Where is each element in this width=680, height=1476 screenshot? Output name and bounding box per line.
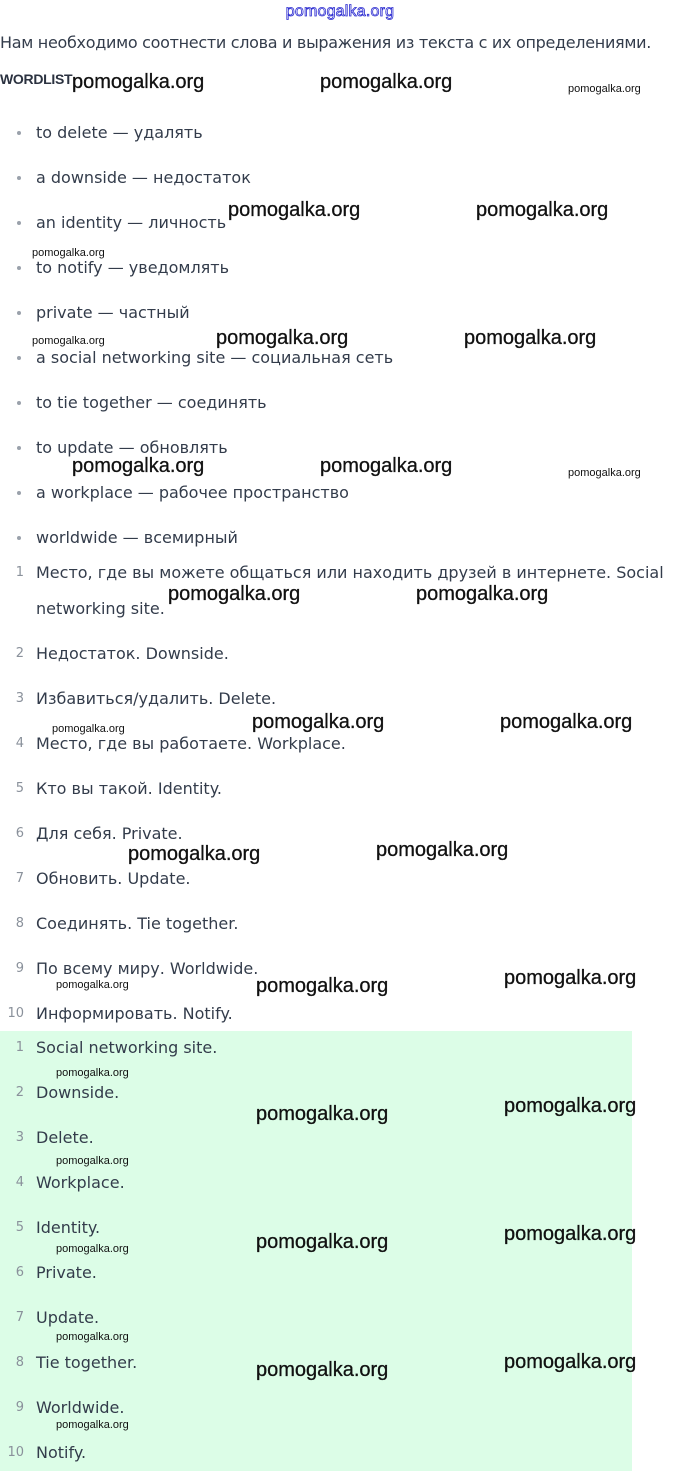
- answer-item: 2 Downside.: [0, 1071, 680, 1116]
- item-number: 10: [7, 1006, 24, 1021]
- watermark: pomogalka.org: [568, 467, 641, 479]
- answer-item: 6 Private.: [0, 1251, 680, 1296]
- definitions-list: [0, 551, 680, 1037]
- watermark: pomogalka.org: [32, 247, 105, 259]
- watermark: pomogalka.org: [72, 71, 205, 93]
- definition-item: 3 Избавиться/удалить. Delete.: [0, 677, 680, 722]
- site-header-logo: pomogalka.org: [285, 3, 395, 20]
- item-number: 1: [15, 565, 24, 580]
- item-number: 4: [15, 736, 24, 751]
- watermark: pomogalka.org: [228, 199, 361, 221]
- bullet-icon: [17, 401, 21, 405]
- definition-item: 1 Место, где вы можете общаться или находить друзей в интернете. Social networking site.: [0, 551, 680, 632]
- bullet-icon: [17, 221, 21, 225]
- watermark: pomogalka.org: [504, 967, 637, 989]
- wordlist-item: a downside — недостаток: [0, 155, 393, 200]
- item-number: 7: [15, 1310, 24, 1325]
- item-number: 1: [15, 1040, 24, 1055]
- definition-item: 8 Соединять. Tie together.: [0, 902, 680, 947]
- watermark: pomogalka.org: [416, 583, 549, 605]
- item-number: 5: [15, 781, 24, 796]
- wordlist-item: to tie together — соединять: [0, 380, 393, 425]
- watermark: pomogalka.org: [216, 327, 349, 349]
- definition-item: 2 Недостаток. Downside.: [0, 632, 680, 677]
- watermark: pomogalka.org: [504, 1095, 637, 1117]
- wordlist-item: private — частный: [0, 290, 393, 335]
- watermark: pomogalka.org: [56, 1419, 129, 1431]
- wordlist-item: worldwide — всемирный: [0, 515, 393, 560]
- watermark: pomogalka.org: [320, 71, 453, 93]
- item-number: 3: [15, 691, 24, 706]
- watermark: pomogalka.org: [72, 455, 205, 477]
- watermark: pomogalka.org: [252, 711, 385, 733]
- answer-item: 8 Tie together.: [0, 1341, 680, 1386]
- watermark: pomogalka.org: [32, 335, 105, 347]
- task-instruction: Нам необходимо соотнести слова и выражения из текста с их определениями.: [0, 33, 652, 52]
- answer-item: 5 Identity.: [0, 1206, 680, 1251]
- bullet-icon: [17, 491, 21, 495]
- bullet-icon: [17, 131, 21, 135]
- wordlist-item: a workplace — рабочее пространство: [0, 470, 393, 515]
- answer-item: 7 Update.: [0, 1296, 680, 1341]
- item-number: 2: [15, 1085, 24, 1100]
- item-number: 2: [15, 646, 24, 661]
- watermark: pomogalka.org: [52, 723, 125, 735]
- item-number: 3: [15, 1130, 24, 1145]
- watermark: pomogalka.org: [504, 1223, 637, 1245]
- definition-item: 10 Информировать. Notify.: [0, 992, 680, 1037]
- wordlist-item: to delete — удалять: [0, 110, 393, 155]
- item-number: 10: [7, 1445, 24, 1460]
- wordlist-item: to update — обновлять: [0, 425, 393, 470]
- watermark: pomogalka.org: [376, 839, 509, 861]
- watermark: pomogalka.org: [568, 83, 641, 95]
- definition-item: 7 Обновить. Update.: [0, 857, 680, 902]
- watermark: pomogalka.org: [256, 1231, 389, 1253]
- item-number: 7: [15, 871, 24, 886]
- wordlist-item: an identity — личность: [0, 200, 393, 245]
- watermark: pomogalka.org: [256, 975, 389, 997]
- bullet-icon: [17, 356, 21, 360]
- wordlist-item: a social networking site — социальная сеть: [0, 335, 393, 380]
- watermark: pomogalka.org: [56, 1155, 129, 1167]
- bullet-icon: [17, 446, 21, 450]
- item-number: 6: [15, 826, 24, 841]
- answer-item: 3 Delete.: [0, 1116, 680, 1161]
- watermark: pomogalka.org: [256, 1103, 389, 1125]
- item-number: 8: [15, 1355, 24, 1370]
- definition-item: 6 Для себя. Private.: [0, 812, 680, 857]
- watermark: pomogalka.org: [56, 1067, 129, 1079]
- watermark: pomogalka.org: [168, 583, 301, 605]
- bullet-icon: [17, 266, 21, 270]
- watermark: pomogalka.org: [504, 1351, 637, 1373]
- definition-item: 9 По всему миру. Worldwide.: [0, 947, 680, 992]
- bullet-icon: [17, 311, 21, 315]
- watermark: pomogalka.org: [56, 1243, 129, 1255]
- answer-item: 4 Workplace.: [0, 1161, 680, 1206]
- watermark: pomogalka.org: [128, 843, 261, 865]
- wordlist-item: to notify — уведомлять: [0, 245, 393, 290]
- watermark: pomogalka.org: [464, 327, 597, 349]
- item-number: 9: [15, 1400, 24, 1415]
- item-number: 8: [15, 916, 24, 931]
- item-number: 9: [15, 961, 24, 976]
- wordlist-heading: WORDLIST: [0, 71, 73, 87]
- definition-item: 4 Место, где вы работаете. Workplace.: [0, 722, 680, 767]
- item-number: 4: [15, 1175, 24, 1190]
- answer-item: 1 Social networking site.: [0, 1026, 680, 1071]
- answer-item: 9 Worldwide.: [0, 1386, 680, 1431]
- watermark: pomogalka.org: [476, 199, 609, 221]
- watermark: pomogalka.org: [500, 711, 633, 733]
- watermark: pomogalka.org: [56, 979, 129, 991]
- watermark: pomogalka.org: [56, 1331, 129, 1343]
- bullet-icon: [17, 536, 21, 540]
- definition-item: 5 Кто вы такой. Identity.: [0, 767, 680, 812]
- item-number: 5: [15, 1220, 24, 1235]
- watermark: pomogalka.org: [320, 455, 453, 477]
- watermark: pomogalka.org: [256, 1359, 389, 1381]
- bullet-icon: [17, 176, 21, 180]
- answer-item: 10 Notify.: [0, 1431, 680, 1476]
- item-number: 6: [15, 1265, 24, 1280]
